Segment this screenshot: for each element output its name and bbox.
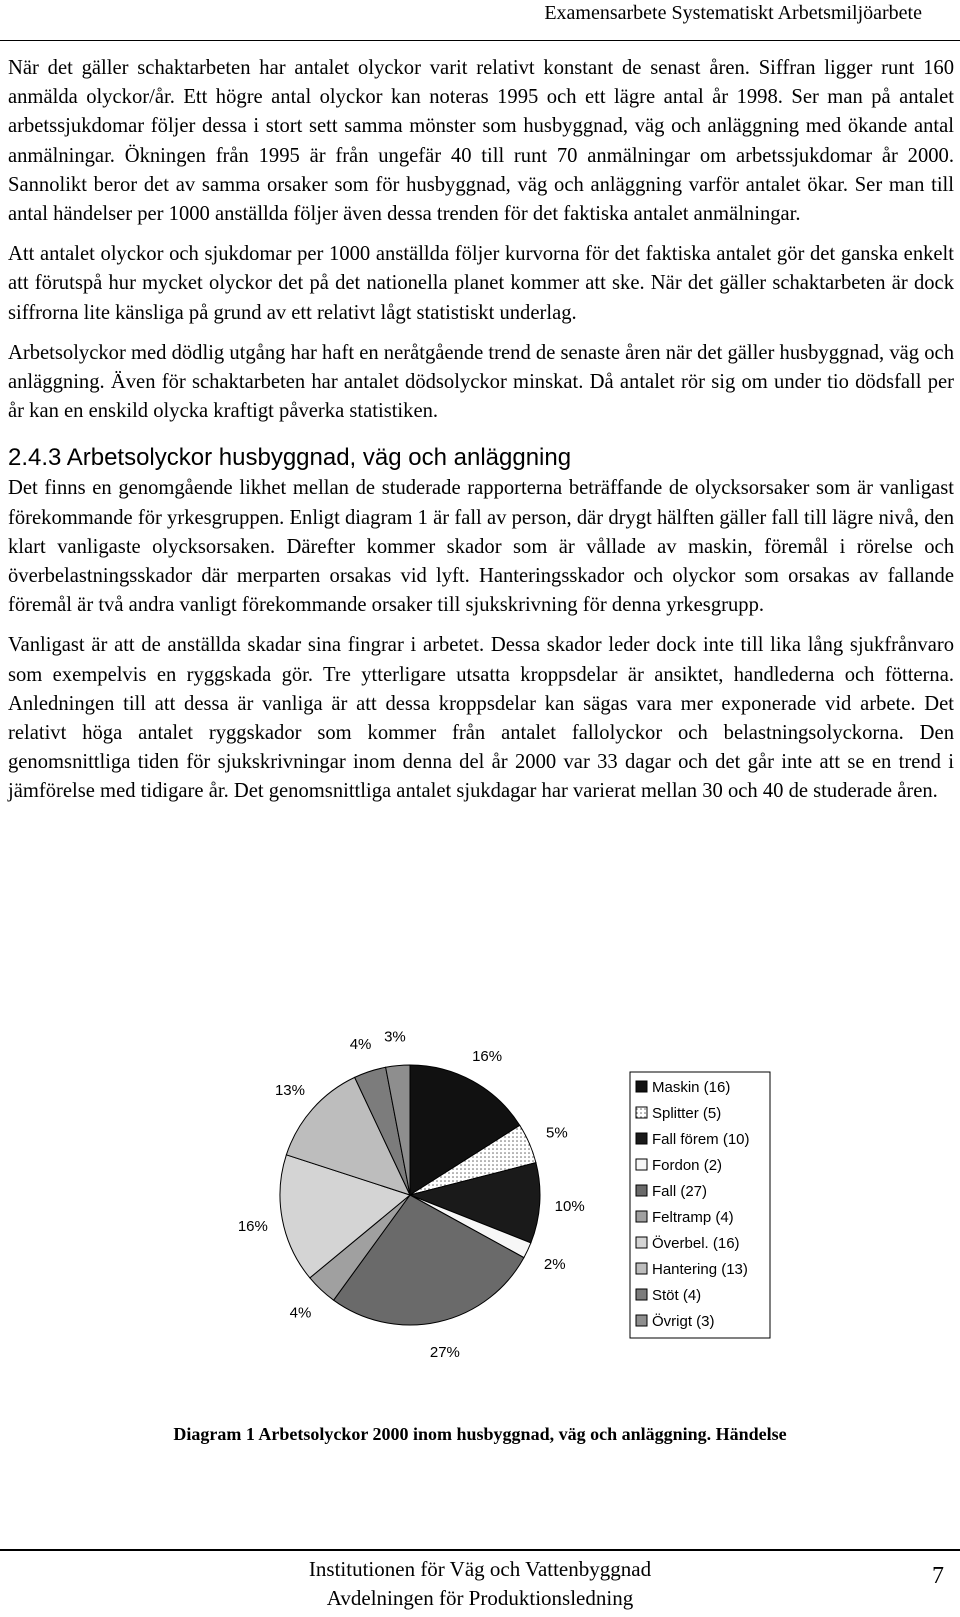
legend-label: Övrigt (3) [652, 1313, 715, 1330]
legend-swatch [636, 1315, 647, 1326]
footer-department: Avdelningen för Produktionsledning [326, 1586, 634, 1610]
legend-label: Överbel. (16) [652, 1235, 740, 1252]
slice-percent-label: 13% [274, 1082, 305, 1100]
figure-caption: Diagram 1 Arbetsolyckor 2000 inom husbyggnad, väg och anläggning. Händelse [173, 1424, 787, 1444]
legend-swatch [636, 1081, 647, 1092]
footer-institution: Institutionen för Väg och Vattenbyggnad [308, 1557, 652, 1581]
legend-label: Feltramp (4) [652, 1209, 734, 1226]
legend-swatch [636, 1159, 647, 1170]
header-title: Examensarbete Systematiskt Arbetsmiljöarbete [544, 2, 922, 24]
legend-swatch [636, 1237, 647, 1248]
slice-percent-label: 5% [545, 1124, 568, 1142]
page-footer [0, 1555, 960, 1613]
paragraph: Vanligast är att de anställda skadar sina fingrar i arbetet. Dessa skador leder dock inte till lika lång sjukfrånvaro som exempelvis en ryggskada gör. Tre ytterligare utsatta kroppsdelar är ansiktet, handlederna och fötterna. Anledningen till att dessa är vanliga är att dessa kroppsdelar kan sägas vara mer exponerade vid arbete. Det relativt höga antalet ryggskador som kommer från antalet fallolyckor och belastningsolyckorna. Den genomsnittliga tiden för sjukskrivningar inom denna del år 2000 var 33 dagar och det går inte att se en trend i jämförelse med tidigare år. Det genomsnittliga antalet sjukdagar har varierat mellan 30 och 40 de studerade åren. [8, 634, 954, 803]
legend-label: Splitter (5) [652, 1105, 722, 1122]
legend-swatch [636, 1289, 647, 1300]
slice-percent-label: 2% [543, 1256, 566, 1274]
legend-swatch [636, 1107, 647, 1118]
legend-swatch [636, 1263, 647, 1274]
slice-percent-label: 16% [472, 1047, 503, 1065]
legend-label: Fordon (2) [652, 1157, 723, 1174]
legend-label: Fall (27) [652, 1183, 708, 1200]
legend-swatch [636, 1133, 647, 1144]
footer-divider [0, 1549, 960, 1551]
legend-swatch [636, 1185, 647, 1196]
slice-percent-label: 16% [237, 1217, 268, 1235]
pie-chart-svg [0, 1028, 960, 1362]
legend-label: Fall förem (10) [652, 1131, 750, 1148]
paragraph: Arbetsolyckor med dödlig utgång har haft en neråtgående trend de senaste åren när det gäller husbyggnad, väg och anläggning. Även för schaktarbeten har antalet dödsolyckor minskat. Då antalet rör sig om under tio dödsfall per år kan en enskild olycka kraftigt påverka statistiken. [8, 341, 954, 423]
paragraph: Att antalet olyckor och sjukdomar per 1000 anställda följer kurvorna för det faktiska antalet gör det ganska enkelt att förutspå hur mycket olyckor det på det nationella planet kommer att ske. När det gäller schaktarbeten är dock siffrorna lite känsliga på grund av ett relativt lågt statistiskt underlag. [8, 243, 954, 324]
pie-chart [0, 1028, 960, 1362]
slice-percent-label: 27% [429, 1344, 460, 1362]
legend-swatch [636, 1211, 647, 1222]
legend-label: Maskin (16) [652, 1079, 731, 1096]
legend-label: Stöt (4) [652, 1287, 702, 1304]
slice-percent-label: 10% [554, 1198, 585, 1216]
page-number: 7 [932, 1563, 944, 1589]
section-heading: 2.4.3 Arbetsolyckor husbyggnad, väg och anläggning [8, 444, 572, 472]
body-text [8, 54, 954, 818]
slice-percent-label: 4% [349, 1035, 372, 1053]
slice-percent-label: 4% [289, 1304, 312, 1322]
slice-percent-label: 3% [384, 1028, 406, 1046]
legend-label: Hantering (13) [652, 1261, 748, 1278]
paragraph: Det finns en genomgående likhet mellan de studerade rapporterna beträffande de olycksorsaker som är vanligast förekommande för yrkesgruppen. Enligt diagram 1 är fall av person, där drygt hälften gäller fall till lägre nivå, den klart vanligaste olycksorsaken. Därefter kommer skador som är vållade av maskin, föremål i rörelse och överbelastningsskador där merparten orsakas vid lyft. Hanteringsskador och olyckor som orsakas av fallande föremål är två andra vanligt förekommande orsaker till sjukskrivning för denna yrkesgrupp. [8, 477, 954, 617]
paragraph: När det gäller schaktarbeten har antalet olyckor varit relativt konstant de senast åren. Siffran ligger runt 160 anmälda olyckor/år. Ett högre antal olyckor kan noteras 1995 och ett lägre antal år 1998. Ser man på antalet arbetssjukdomar följer dessa i stort sett samma mönster som husbyggnad, väg och anläggning med ökande antal anmälningar. Ökningen från 1995 är från ungefär 40 till runt 70 anmälningar om arbetssjukdomar år 2000. Sannolikt beror det av samma orsaker som för husbyggnad, väg och anläggning varför antalet ökar. Ser man till antal händelser per 1000 anställda följer även dessa trenden för det faktiska antalet anmälningar. [8, 57, 954, 226]
page-header [0, 0, 960, 41]
